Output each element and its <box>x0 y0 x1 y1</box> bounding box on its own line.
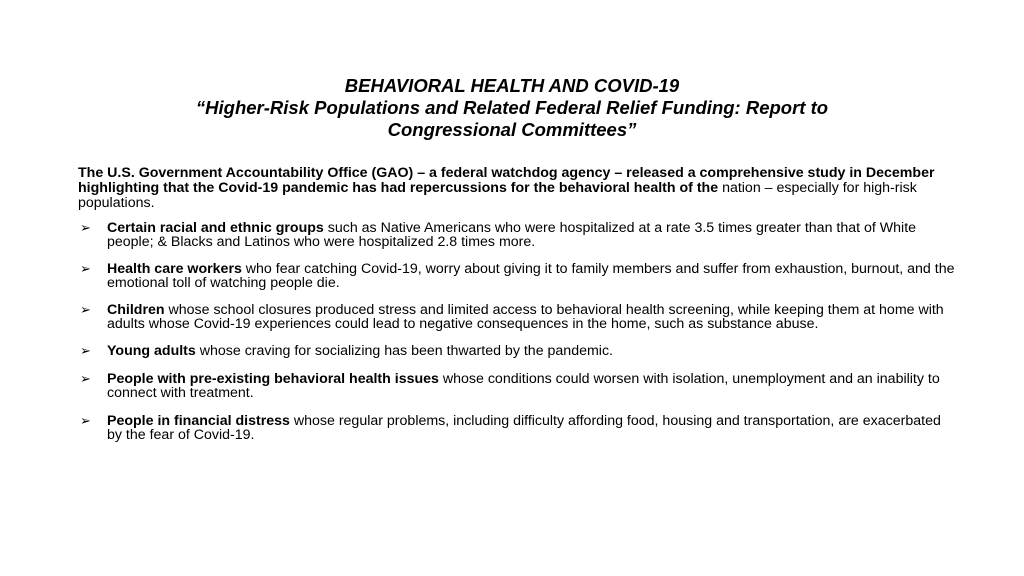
intro-bold-text: The U.S. Government Accountability Office (GAO) – a federal watchdog agency – released a comprehensive study in December highlighting that the Covid-19 pandemic has had repercussions for the behavioral health of the <box>78 165 935 196</box>
intro-regular-text: nation – especially for high-risk populations. <box>78 180 917 211</box>
bullet-item-health-care-workers <box>78 262 958 290</box>
title-line-1: BEHAVIORAL HEALTH AND COVID-19 <box>344 75 680 96</box>
arrow-bullet-icon: ➢ <box>80 343 91 358</box>
arrow-bullet-icon: ➢ <box>80 413 91 428</box>
bullet-lead: Health care workers <box>107 261 242 277</box>
arrow-bullet-icon: ➢ <box>80 371 91 386</box>
bullet-lead: Children <box>107 302 165 318</box>
bullet-item-financial-distress <box>78 414 958 442</box>
arrow-bullet-icon: ➢ <box>80 220 91 235</box>
bullet-list <box>78 221 958 456</box>
intro-paragraph <box>78 166 958 211</box>
slide-title <box>100 75 924 141</box>
bullet-lead: Young adults <box>107 343 196 359</box>
bullet-lead: Certain racial and ethnic groups <box>107 220 324 236</box>
bullet-item-racial-ethnic-groups <box>78 221 958 249</box>
bullet-text: whose craving for socializing has been thwarted by the pandemic. <box>195 343 613 359</box>
bullet-lead: People in financial distress <box>107 413 290 429</box>
bullet-text: whose school closures produced stress and limited access to behavioral health screening, while keeping them at home with adults whose Covid-19 experiences could lead to negative consequences in the home, such as substance abuse. <box>107 302 944 332</box>
bullet-item-children <box>78 303 958 331</box>
bullet-lead: People with pre-existing behavioral health issues <box>107 371 439 387</box>
bullet-text: such as Native Americans who were hospitalized at a rate 3.5 times greater than that of White people; & Blacks and Latinos who were hospitalized 2.8 times more. <box>107 220 917 250</box>
bullet-text: whose regular problems, including difficulty affording food, housing and transportation, are exacerbated by the fear of Covid-19. <box>107 413 941 443</box>
arrow-bullet-icon: ➢ <box>80 302 91 317</box>
bullet-item-young-adults <box>78 344 958 358</box>
bullet-text: whose conditions could worsen with isolation, unemployment and an inability to connect with treatment. <box>107 371 940 401</box>
arrow-bullet-icon: ➢ <box>80 261 91 276</box>
bullet-text: who fear catching Covid-19, worry about giving it to family members and suffer from exhaustion, burnout, and the emotional toll of watching people die. <box>107 261 955 291</box>
title-line-2: “Higher-Risk Populations and Related Federal Relief Funding: Report to <box>195 97 829 118</box>
bullet-item-pre-existing-conditions <box>78 372 958 400</box>
title-line-3: Congressional Committees” <box>387 119 637 140</box>
